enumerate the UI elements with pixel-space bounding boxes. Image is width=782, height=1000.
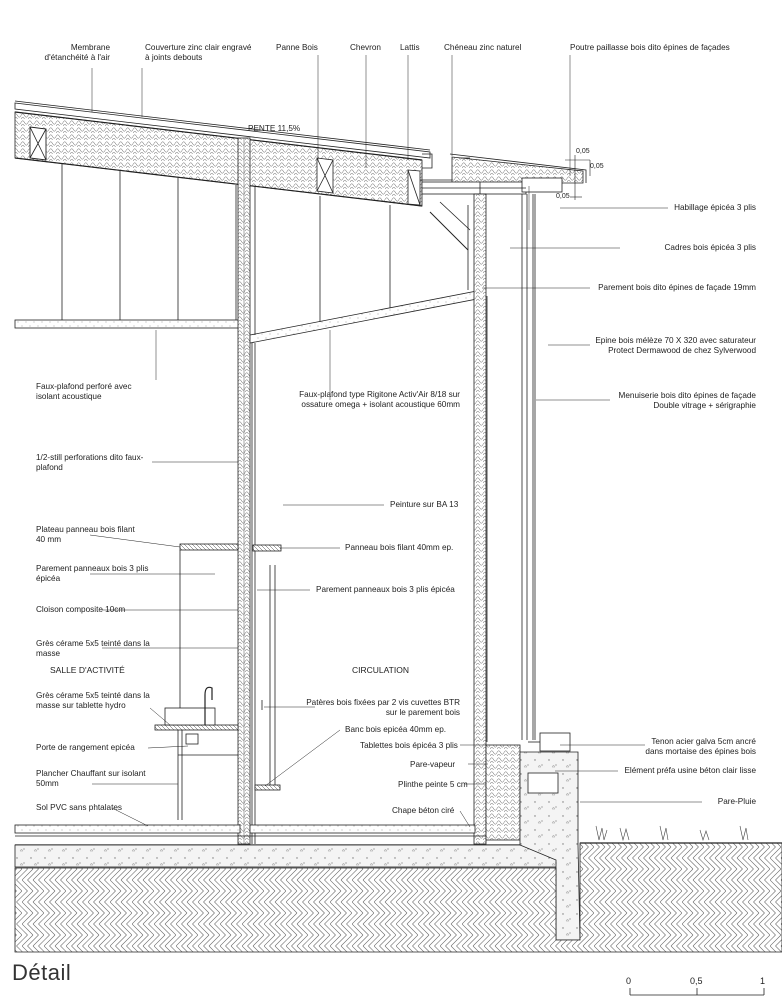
- label-porte: Porte de rangement epicéa: [36, 743, 135, 752]
- label-habillage: Habillage épicéa 3 plis: [674, 203, 756, 212]
- label-tablettes: Tablettes bois épicéa 3 plis: [360, 741, 458, 750]
- roof-assembly: [15, 101, 430, 206]
- label-panneau-filant: Panneau bois filant 40mm ep.: [345, 543, 454, 552]
- label-parement-3plis: Parement panneaux bois 3 plis épicéa: [316, 585, 455, 594]
- label-banc: Banc bois epicéa 40mm ep.: [345, 725, 447, 734]
- label-plancher: Plancher Chauffant sur isolant 50mm: [36, 769, 146, 788]
- dim-a: 0,05: [576, 148, 590, 155]
- ceiling-right: [250, 186, 482, 343]
- label-pare-vapeur: Pare-vapeur: [410, 760, 456, 769]
- scale-half: 0,5: [690, 976, 703, 986]
- label-cloison: Cloison composite 10cm: [36, 605, 126, 614]
- scale-bar: [630, 988, 764, 995]
- central-wall: [238, 138, 250, 844]
- label-epine: Epine bois mélèze 70 X 320 avec saturateur Protect Dermawood de chez Sylverwood: [595, 336, 756, 355]
- label-element: Elément préfa usine béton clair lisse: [624, 766, 756, 775]
- page-title: Détail: [12, 960, 72, 985]
- label-tenon: Tenon acier galva 5cm ancré dans mortaise des épines bois: [645, 737, 756, 756]
- label-chape: Chape béton ciré: [392, 806, 455, 815]
- label-cheneau: Chéneau zinc naturel: [444, 43, 522, 52]
- label-chevron: Chevron: [350, 43, 381, 52]
- dim-c: 0,05: [556, 193, 570, 200]
- label-faux-plafond: Faux-plafond perforé avec isolant acoustique: [36, 382, 132, 401]
- label-parement: Parement panneaux bois 3 plis épicéa: [36, 564, 149, 583]
- interior-lining: [252, 343, 281, 844]
- label-couverture: Couverture zinc clair engravé à joints debouts: [145, 43, 252, 62]
- label-plinthe: Plinthe peinte 5 cm: [398, 780, 468, 789]
- label-pateres: Patères bois fixées par 2 vis cuvettes BTR sur le parement bois: [306, 698, 460, 717]
- label-sol: Sol PVC sans phtalates: [36, 803, 123, 812]
- label-gres1: Grès cérame 5x5 teinté dans la masse: [36, 639, 150, 658]
- label-faux-plafond-rig: Faux-plafond type Rigitone Activ'Air 8/18 sur ossature omega + isolant acoustique 60mm: [299, 390, 460, 409]
- dim-b: 0,05: [590, 163, 604, 170]
- label-parement-facade: Parement bois dito épines de façade 19mm: [598, 283, 756, 292]
- label-menuiserie: Menuiserie bois dito épines de façade Double vitrage + sérigraphie: [618, 391, 756, 410]
- label-membrane: Membrane d'étanchéité à l'air: [44, 43, 110, 62]
- label-cadres: Cadres bois épicéa 3 plis: [664, 243, 756, 252]
- room-right: CIRCULATION: [352, 665, 409, 675]
- label-gres2: Grès cérame 5x5 teinté dans la masse sur tablette hydro: [36, 691, 150, 710]
- label-still: 1/2-still perforations dito faux- plafond: [36, 453, 144, 472]
- label-panne: Panne Bois: [276, 43, 318, 52]
- gutter-eave: [420, 154, 586, 194]
- label-peinture: Peinture sur BA 13: [390, 500, 459, 509]
- label-pare-pluie: Pare-Pluie: [717, 797, 756, 806]
- scale-0: 0: [626, 976, 632, 986]
- slope-label: PENTE 11,5%: [248, 124, 301, 133]
- label-poutre: Poutre paillasse bois dito épines de façades: [570, 43, 730, 52]
- room-left: SALLE D'ACTIVITÉ: [50, 665, 125, 675]
- label-lattis: Lattis: [400, 43, 420, 52]
- ceiling-left: [15, 164, 240, 328]
- label-plateau: Plateau panneau bois filant 40 mm: [36, 525, 135, 544]
- scale-1: 1: [760, 976, 766, 986]
